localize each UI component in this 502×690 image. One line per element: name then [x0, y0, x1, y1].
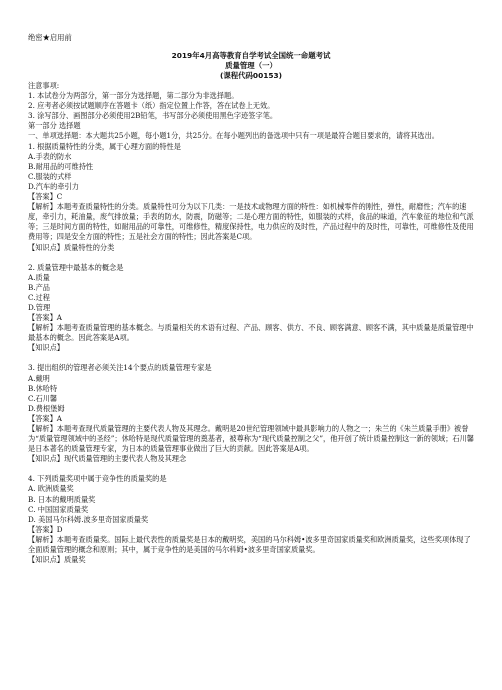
note-item: 3. 涂写部分、画图部分必须使用2B铅笔，书写部分必须使用黑色字迹签字笔。	[28, 111, 278, 121]
analysis: 【解析】本题考查现代质量管理的主要代表人物及其理念。戴明是20世纪管理领域中最具影响力的人物之一；朱兰的《朱兰质量手册》被誉为“质量管理领域中的圣经”；休哈特是现代质量管理的奠基者，被尊称为“现代质量控制之父”，他开创了统计质量控制这一新的领域；石川馨是日本著名的质量管理专家，为日本的质量管理事业做出了巨大的贡献。因此答案是A项。	[28, 424, 474, 454]
question-stem: 2. 质量管理中最基本的概念是	[28, 262, 124, 272]
knowledge-point: 【知识点】现代质量管理的主要代表人物及其理念	[28, 454, 187, 464]
question-3	[28, 363, 474, 464]
answer: 【答案】A	[28, 313, 62, 323]
answer: 【答案】A	[28, 413, 62, 423]
question-stem: 4. 下列质量奖项中属于竞争性的质量奖的是	[28, 474, 167, 484]
option-c: C.服装的式样	[28, 171, 72, 181]
option-b: B.休哈特	[28, 383, 58, 393]
option-a: A.质量	[28, 272, 50, 282]
option-b: B. 日本的戴明质量奖	[28, 494, 96, 504]
question-stem: 3. 提出组织的管理者必须关注14个要点的质量管理专家是	[28, 363, 212, 373]
option-d: D. 美国马尔科姆.波多里奇国家质量奖	[28, 514, 149, 524]
part-heading: 第一部分 选择题	[28, 121, 81, 131]
question-4	[28, 474, 474, 565]
option-c: C. 中国国家质量奖	[28, 504, 89, 514]
option-c: C.过程	[28, 292, 50, 302]
option-a: A.戴明	[28, 373, 50, 383]
question-stem: 1. 根据质量特性的分类，属于心理方面的特性是	[28, 141, 181, 151]
option-c: C.石川馨	[28, 393, 58, 403]
option-d: D.费根堡姆	[28, 403, 65, 413]
note-item: 2. 应考者必须按试题顺序在答题卡（纸）指定位置上作答，答在试卷上无效。	[28, 101, 275, 111]
option-b: B.产品	[28, 282, 50, 292]
analysis: 【解析】本题考查质量特性的分类。质量特性可分为以下几类：一是技术或物理方面的特性：如机械零件的刚性，弹性，耐磨性；汽车的速度，牵引力，耗油量，废气排放量；手表的防水，防震，防磁等；二是心理方面的特性，如服装的式样，食品的味道，汽车象征的地位和气派等；三是时间方面的特性，如耐用品的可靠性，可维修性，精度保持性，电力供应的及时性，产品过程中的及时性，可靠性，可维修性及使用费用等；四是安全方面的特性；五是社会方面的特性；因此答案是C项。	[28, 202, 474, 242]
course-code: (课程代码00153)	[219, 71, 283, 80]
knowledge-point: 【知识点】	[28, 343, 64, 353]
answer: 【答案】C	[28, 192, 63, 202]
note-item: 1. 本试卷分为两部分，第一部分为选择题，第二部分为非选择题。	[28, 91, 239, 101]
question-1	[28, 142, 474, 253]
section-heading: 一、单项选择题：本大题共25小题，每小题1分，共25分。在每小题列出的备选项中只有一项是最符合题目要求的，请将其选出。	[28, 131, 439, 141]
analysis: 【解析】本题考查质量管理的基本概念。与质量相关的术语有过程、产品、顾客、供方、不良、顾客满意、顾客不满，其中质量是质量管理中最基本的概念。因此答案是A项。	[28, 323, 474, 343]
question-2	[28, 263, 474, 354]
option-d: D.汽车的牵引力	[28, 181, 79, 191]
exam-title: 2019年4月高等教育自学考试全国统一命题考试	[171, 51, 331, 60]
option-b: B.耐用品的可维持性	[28, 161, 94, 171]
knowledge-point: 【知识点】质量特性的分类	[28, 242, 115, 252]
secret-mark: 绝密★启用前	[28, 33, 72, 42]
option-a: A.手表的防水	[28, 151, 72, 161]
option-d: D.管理	[28, 302, 51, 312]
analysis: 【解析】本题考查质量奖。国际上最代表性的质量奖是日本的戴明奖，美国的马尔科姆•波多里奇国家质量奖和欧洲质量奖，这些奖项体现了全面质量管理的概念和原则；其中，属于竞争性的是美国的马尔科姆•波多里奇国家质量奖。	[28, 534, 471, 555]
subject-title: 质量管理（一）	[225, 61, 277, 70]
answer: 【答案】D	[28, 524, 63, 534]
notes-heading: 注意事项:	[28, 81, 60, 90]
knowledge-point: 【知识点】质量奖	[28, 555, 86, 565]
option-a: A. 欧洲质量奖	[28, 484, 74, 494]
